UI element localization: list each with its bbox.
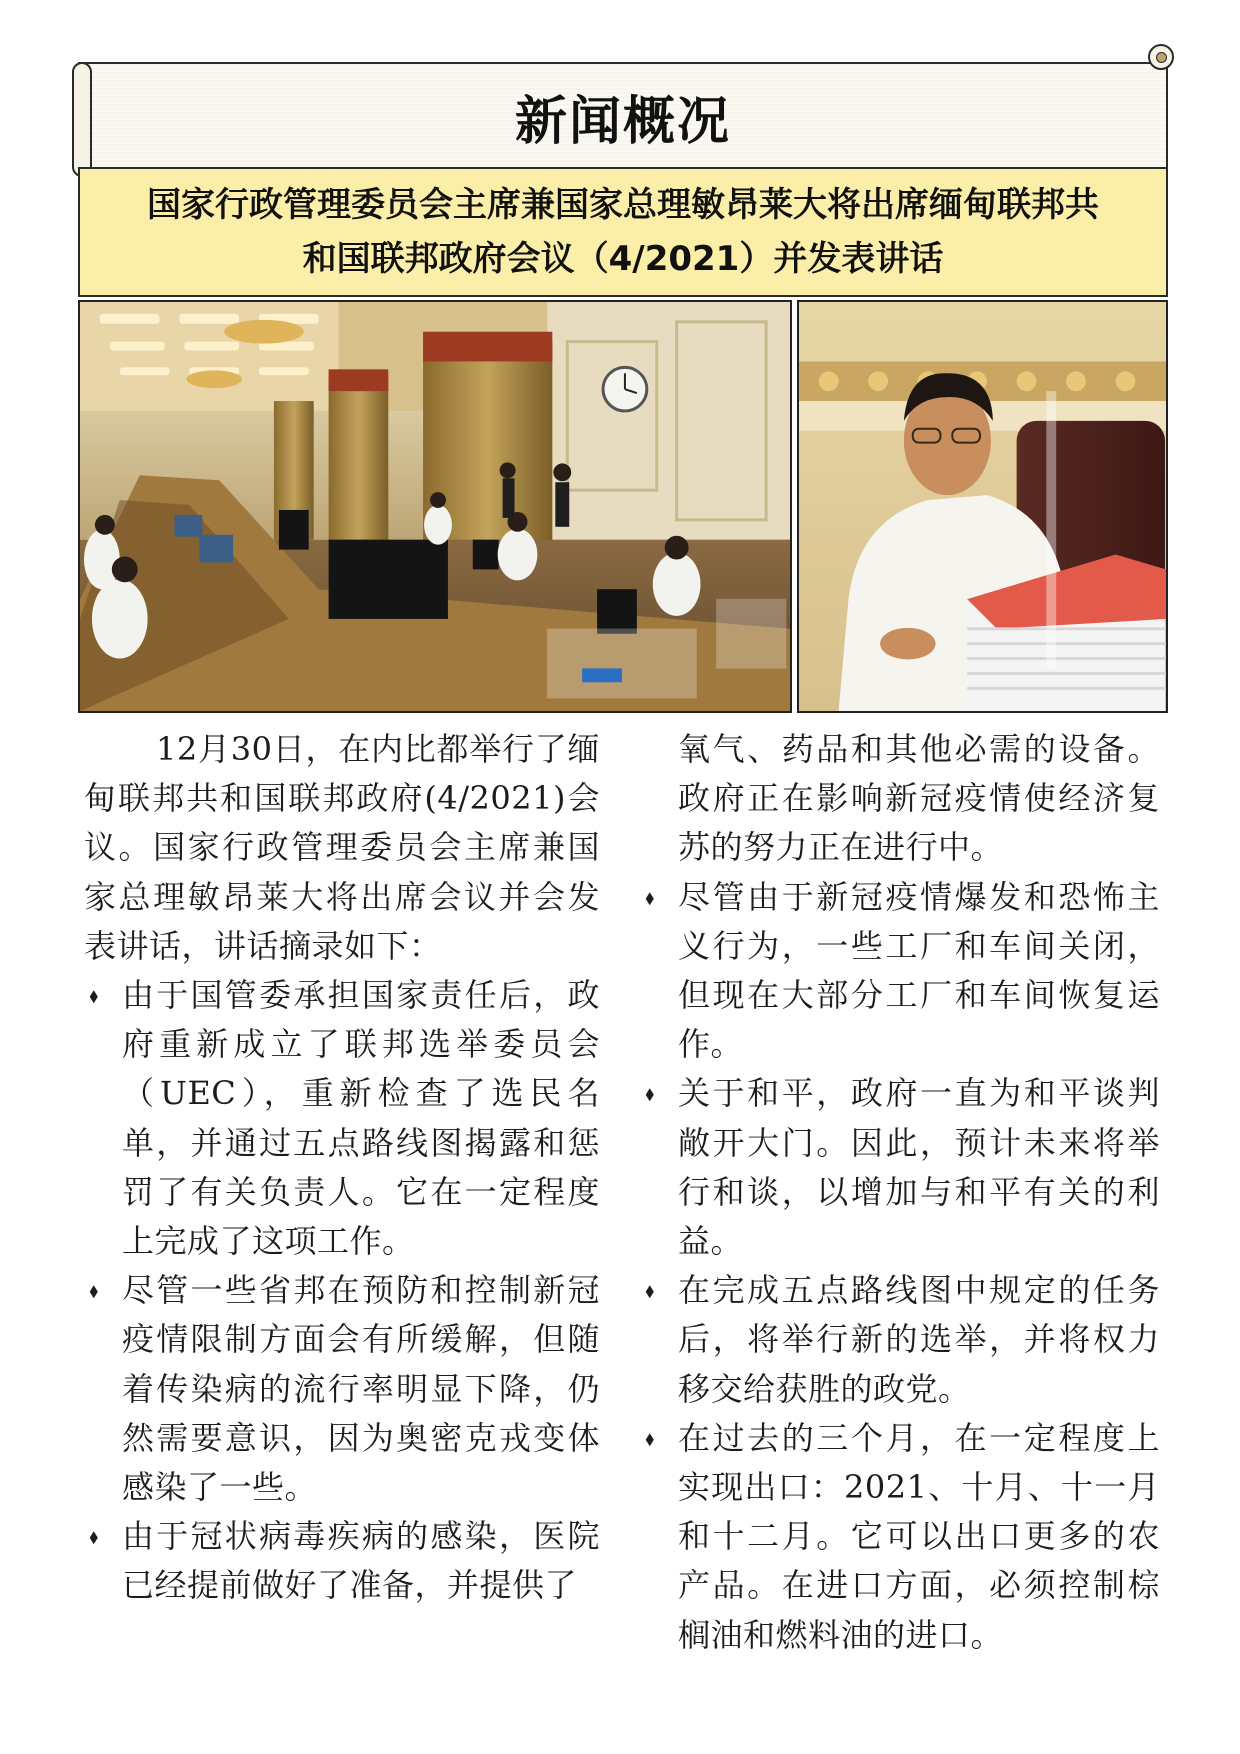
headline-line-2: 和国联邦政府会议（4/2021）并发表讲话: [302, 239, 944, 279]
list-item: [84, 1512, 600, 1610]
article-headline: [78, 167, 1168, 297]
bullet-text: 在过去的三个月，在一定程度上实现出口：2021、十月、十一月和十二月。它可以出口更多的农产品。在进口方面，必须控制棕榈油和燃料油的进口。: [678, 1418, 1160, 1654]
list-item: [640, 873, 1160, 1070]
headline-line-1: 国家行政管理委员会主席兼国家总理敏昂莱大将出席缅甸联邦共: [147, 185, 1099, 225]
bullet-text: 关于和平，政府一直为和平谈判敞开大门。因此，预计未来将举行和谈，以增加与和平有关的利益。: [678, 1074, 1160, 1261]
bullet-text: 由于国管委承担国家责任后，政府重新成立了联邦选举委员会（UEC），重新检查了选民名单，并通过五点路线图揭露和惩罚了有关负责人。它在一定程度上完成了这项工作。: [122, 976, 600, 1261]
diamond-bullet-icon: ⬧: [89, 1278, 99, 1303]
page-title: 新闻概况: [514, 91, 731, 152]
article-right-column: [640, 725, 1160, 1660]
diamond-bullet-icon: ⬧: [89, 983, 99, 1008]
meeting-hall-illustration: [80, 302, 790, 711]
list-item: [84, 971, 600, 1266]
left-bullet-list: [84, 971, 600, 1611]
bullet-text: 尽管一些省邦在预防和控制新冠疫情限制方面会有所缓解，但随着传染病的流行率明显下降，仍然需要意识，因为奥密克戎变体感染了一些。: [122, 1271, 600, 1507]
article-left-column: [84, 725, 600, 1611]
diamond-bullet-icon: ⬧: [89, 1524, 99, 1549]
bullet-continuation-text: 氧气、药品和其他必需的设备。政府正在影响新冠疫情使经济复苏的努力正在进行中。: [678, 730, 1160, 867]
meeting-hall-photo: [78, 300, 792, 713]
bullet-text: 在完成五点路线图中规定的任务后，将举行新的选举，并将权力移交给获胜的政党。: [678, 1271, 1160, 1408]
speaker-portrait-illustration: [799, 302, 1166, 711]
diamond-bullet-icon: ⬧: [645, 1425, 655, 1450]
bullet-text: 由于冠状病毒疾病的感染，医院已经提前做好了准备，并提供了: [122, 1517, 600, 1605]
list-item: [640, 1414, 1160, 1660]
right-bullet-list: [640, 873, 1160, 1660]
speaker-portrait-photo: [797, 300, 1168, 713]
list-item: [640, 1069, 1160, 1266]
article-intro: 12月30日，在内比都举行了缅甸联邦共和国联邦政府(4/2021)会议。国家行政管理委员会主席兼国家总理敏昂莱大将出席会议并会发表讲话，讲话摘录如下：: [84, 730, 600, 965]
diamond-bullet-icon: ⬧: [645, 1278, 655, 1303]
diamond-bullet-icon: ⬧: [645, 1081, 655, 1106]
bullet-text: 尽管由于新冠疫情爆发和恐怖主义行为，一些工厂和车间关闭，但现在大部分工厂和车间恢复运作。: [678, 877, 1160, 1064]
diamond-bullet-icon: ⬧: [645, 884, 655, 909]
list-item: [640, 1266, 1160, 1414]
list-item: [84, 1266, 600, 1512]
